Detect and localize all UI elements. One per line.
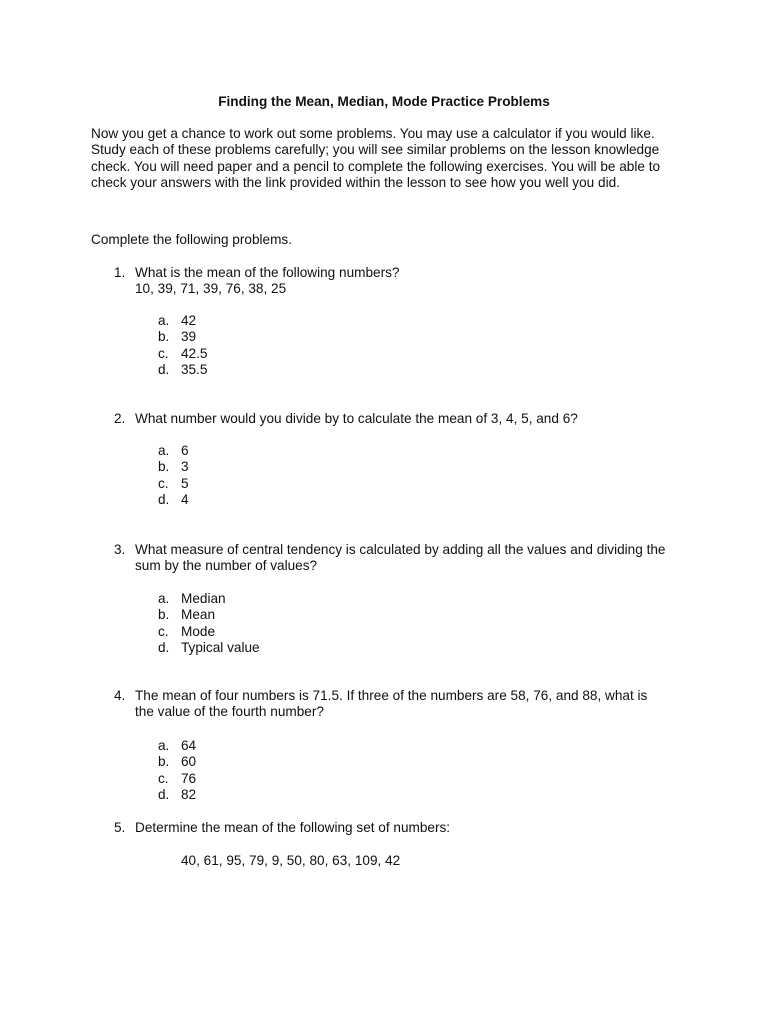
question-line: The mean of four numbers is 71.5. If three of the numbers are 58, 76, and 88, what is bbox=[135, 688, 648, 703]
question-text bbox=[135, 542, 665, 575]
question-number: 3. bbox=[114, 542, 126, 557]
answer-options bbox=[0, 313, 768, 379]
question-text bbox=[135, 688, 647, 721]
option-letter: a. bbox=[158, 591, 170, 606]
question-line: What is the mean of the following numbers? bbox=[135, 265, 400, 280]
question-text bbox=[135, 411, 578, 427]
option-text: 64 bbox=[181, 738, 197, 753]
option-letter: a. bbox=[158, 313, 170, 328]
question-line: What measure of central tendency is calculated by adding all the values and dividing the bbox=[135, 542, 666, 557]
number-set: 40, 61, 95, 79, 9, 50, 80, 63, 109, 42 bbox=[181, 853, 401, 868]
question-number: 4. bbox=[114, 688, 126, 703]
option-letter: c. bbox=[158, 770, 169, 786]
answer-options bbox=[0, 591, 768, 657]
option-text: 35.5 bbox=[181, 362, 208, 378]
option-letter: a. bbox=[158, 443, 170, 458]
option-letter: c. bbox=[158, 475, 169, 491]
option-letter: b. bbox=[158, 459, 170, 475]
option-text: 39 bbox=[181, 329, 197, 345]
intro-line: check your answers with the link provided within the lesson to see how you well you did. bbox=[91, 175, 620, 191]
option-letter: d. bbox=[158, 640, 170, 656]
option-text: 5 bbox=[181, 475, 189, 491]
question-number: 1. bbox=[114, 265, 126, 280]
answer-option bbox=[0, 346, 768, 362]
question-line: Determine the mean of the following set of numbers: bbox=[135, 820, 451, 835]
answer-option bbox=[0, 362, 768, 378]
answer-option bbox=[0, 459, 768, 475]
option-text: 3 bbox=[181, 459, 189, 475]
option-text: 4 bbox=[181, 492, 189, 508]
intro-paragraph bbox=[91, 126, 691, 192]
intro-line: Study each of these problems carefully; you will see similar problems on the lesson knowledge bbox=[91, 142, 660, 158]
question-line: sum by the number of values? bbox=[135, 558, 318, 574]
option-text: Median bbox=[181, 591, 226, 606]
answer-option bbox=[0, 607, 768, 623]
option-letter: d. bbox=[158, 362, 170, 378]
answer-option bbox=[0, 591, 768, 607]
option-letter: b. bbox=[158, 754, 170, 770]
option-text: 42.5 bbox=[181, 345, 208, 361]
answer-option bbox=[0, 492, 768, 508]
option-text: 60 bbox=[181, 754, 197, 770]
answer-option bbox=[0, 787, 768, 803]
intro-line: Now you get a chance to work out some problems. You may use a calculator if you would like. bbox=[91, 126, 655, 141]
intro-line: check. You will need paper and a pencil to complete the following exercises. You will be able to bbox=[91, 158, 661, 174]
question-line: the value of the fourth number? bbox=[135, 704, 324, 720]
option-text: 42 bbox=[181, 313, 197, 328]
answer-options bbox=[0, 443, 768, 509]
option-text: 82 bbox=[181, 787, 197, 803]
answer-option bbox=[0, 771, 768, 787]
option-letter: b. bbox=[158, 607, 170, 623]
answer-options bbox=[0, 738, 768, 804]
question-number: 5. bbox=[114, 820, 126, 835]
question-line: What number would you divide by to calculate the mean of 3, 4, 5, and 6? bbox=[135, 411, 578, 426]
question-line: 10, 39, 71, 39, 76, 38, 25 bbox=[135, 281, 287, 297]
answer-option bbox=[0, 443, 768, 459]
instructions: Complete the following problems. bbox=[91, 232, 292, 247]
option-letter: b. bbox=[158, 329, 170, 345]
option-text: 76 bbox=[181, 770, 197, 786]
page-title: Finding the Mean, Median, Mode Practice Problems bbox=[218, 94, 550, 109]
question-text bbox=[135, 265, 399, 298]
option-letter: d. bbox=[158, 492, 170, 508]
answer-option bbox=[0, 624, 768, 640]
option-text: Typical value bbox=[181, 640, 260, 656]
option-letter: d. bbox=[158, 787, 170, 803]
option-text: 6 bbox=[181, 443, 189, 458]
option-letter: a. bbox=[158, 738, 170, 753]
option-letter: c. bbox=[158, 623, 169, 639]
option-text: Mode bbox=[181, 623, 216, 639]
option-letter: c. bbox=[158, 345, 169, 361]
answer-option bbox=[0, 313, 768, 329]
answer-option bbox=[0, 329, 768, 345]
answer-option bbox=[0, 476, 768, 492]
answer-option bbox=[0, 640, 768, 656]
option-text: Mean bbox=[181, 607, 216, 623]
answer-option bbox=[0, 754, 768, 770]
answer-option bbox=[0, 738, 768, 754]
question-text bbox=[135, 820, 450, 836]
question-number: 2. bbox=[114, 411, 126, 426]
